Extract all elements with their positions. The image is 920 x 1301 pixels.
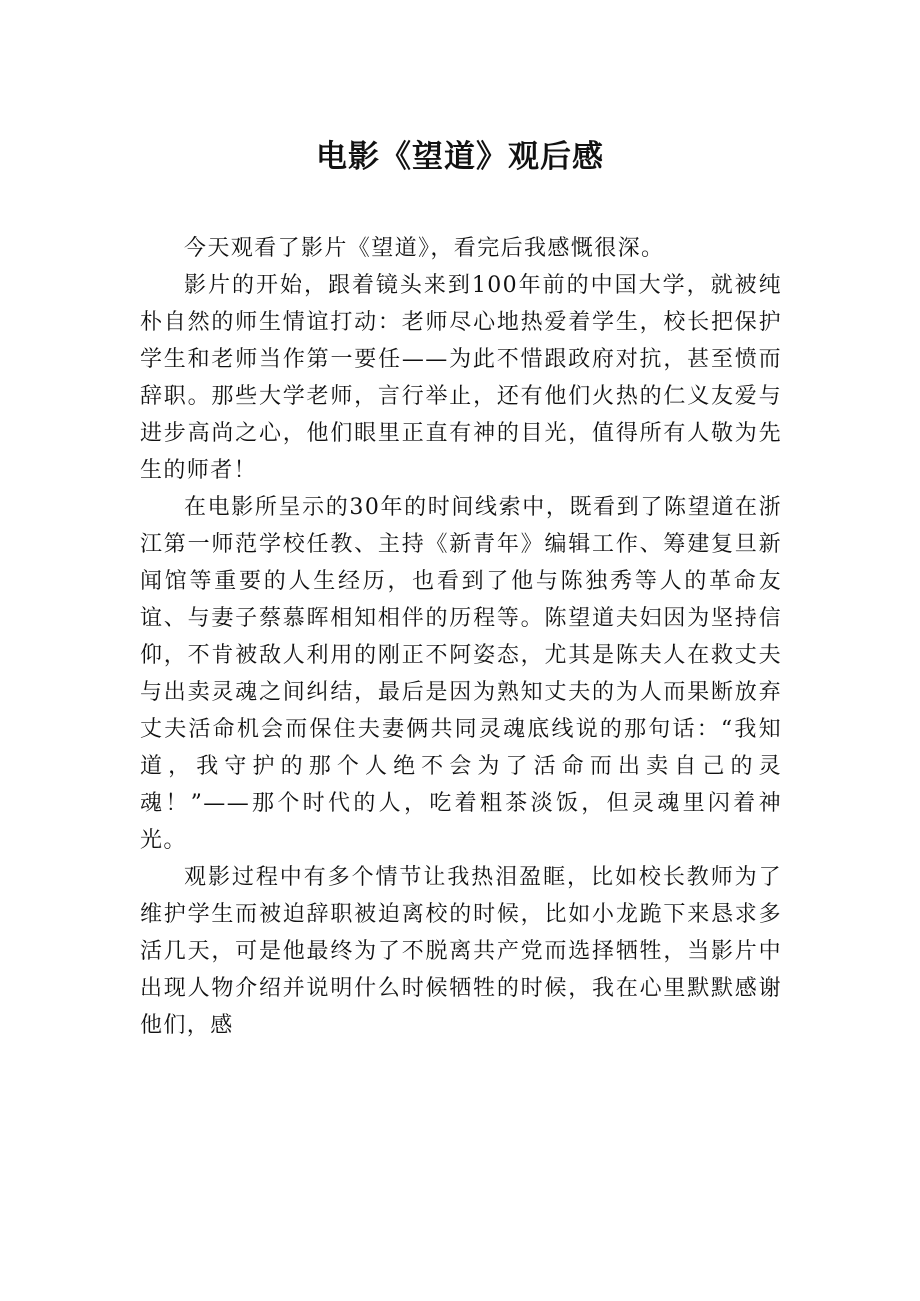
- document-title: 电影《望道》观后感: [316, 139, 604, 175]
- paragraph-2: 影片的开始，跟着镜头来到100年前的中国大学，就被纯朴自然的师生情谊打动：老师尽心地热爱着学生，校长把保护学生和老师当作第一要任——为此不惜跟政府对抗，甚至愤而辞职。那些大学老师，言行举止，还有他们火热的仁义友爱与进步高尚之心，他们眼里正直有神的目光，值得所有人敬为先生的师者！: [140, 273, 782, 483]
- paragraph-4: 观影过程中有多个情节让我热泪盈眶，比如校长教师为了维护学生而被迫辞职被迫离校的时候，比如小龙跪下来恳求多活几天，可是他最终为了不脱离共产党而选择牺牲，当影片中出现人物介绍并说明什么时候牺牲的时候，我在心里默默感谢他们，感: [140, 865, 782, 1038]
- document-body: [140, 230, 782, 1044]
- paragraph-1: 今天观看了影片《望道》，看完后我感慨很深。: [184, 236, 665, 261]
- paragraph-3: 在电影所呈示的30年的时间线索中，既看到了陈望道在浙江第一师范学校任教、主持《新青年》编辑工作、筹建复旦新闻馆等重要的人生经历，也看到了他与陈独秀等人的革命友谊、与妻子蔡慕晖相知相伴的历程等。陈望道夫妇因为坚持信仰，不肯被敌人利用的刚正不阿姿态，尤其是陈夫人在救丈夫与出卖灵魂之间纠结，最后是因为熟知丈夫的为人而果断放弃丈夫活命机会而保住夫妻俩共同灵魂底线说的那句话：“我知道，我守护的那个人绝不会为了活命而出卖自己的灵魂！”——那个时代的人，吃着粗茶淡饭，但灵魂里闪着神光。: [140, 495, 782, 853]
